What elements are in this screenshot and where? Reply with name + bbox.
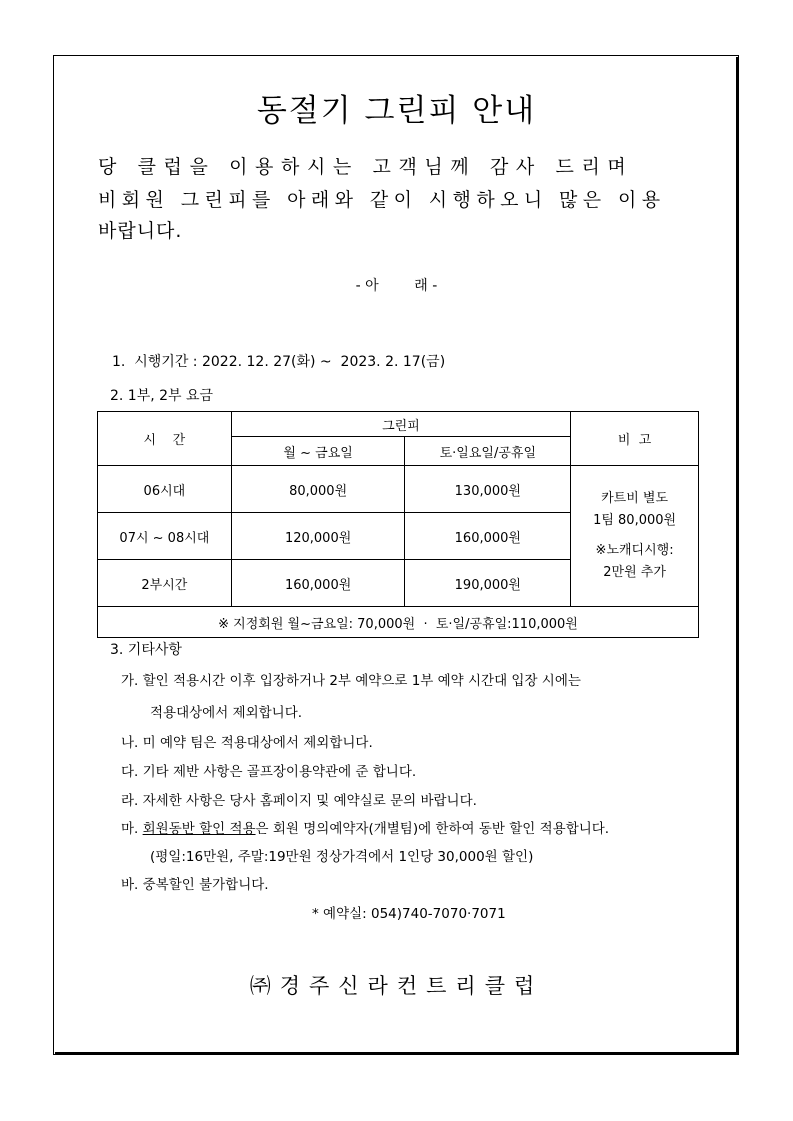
note-ra: 라. 자세한 사항은 당사 홈페이지 및 예약실로 문의 바랍니다. bbox=[121, 793, 477, 809]
note-ga-cont: 적용대상에서 제외합니다. bbox=[150, 705, 303, 721]
table-cell-weekday: 160,000원 bbox=[231, 560, 405, 607]
note-na: 나. 미 예약 팀은 적용대상에서 제외합니다. bbox=[121, 735, 373, 751]
table-cell-time: 2부시간 bbox=[98, 560, 232, 607]
remark-line: 2만원 추가 bbox=[603, 565, 666, 580]
time-header: 시 간 bbox=[98, 412, 232, 466]
table-cell-time: 07시 ~ 08시대 bbox=[98, 513, 232, 560]
member-footnote: ※ 지정회원 월~금요일: 70,000원 · 토·일/공휴일:110,000원 bbox=[98, 607, 699, 638]
section-2-heading: 2. 1부, 2부 요금 bbox=[110, 388, 214, 404]
greenfee-header: 그린피 bbox=[231, 412, 570, 437]
intro-line-1: 당 클럽을 이용하시는 고객님께 감사 드리며 bbox=[98, 156, 634, 178]
page-title: 동절기 그린피 안내 bbox=[256, 93, 537, 129]
section-separator: - 아 래 - bbox=[355, 278, 438, 294]
table-cell-weekday: 80,000원 bbox=[231, 466, 405, 513]
remark-header: 비 고 bbox=[571, 412, 699, 466]
note-ga: 가. 할인 적용시간 이후 입장하거나 2부 예약으로 1부 예약 시간대 입장 시에는 bbox=[121, 673, 581, 689]
note-ma-prefix: 마. bbox=[121, 821, 143, 837]
table-cell-weekend: 160,000원 bbox=[405, 513, 571, 560]
section-3-heading: 3. 기타사항 bbox=[110, 642, 182, 658]
intro-line-3: 바랍니다. bbox=[98, 220, 183, 242]
remark-line: 1팀 80,000원 bbox=[593, 513, 677, 528]
remark-cell bbox=[571, 466, 699, 607]
table-cell-weekday: 120,000원 bbox=[231, 513, 405, 560]
note-ma-rest: 은 회원 명의예약자(개별팀)에 한하여 동반 할인 적용합니다. bbox=[255, 821, 610, 837]
table-cell-time: 06시대 bbox=[98, 466, 232, 513]
note-ma-cont: (평일:16만원, 주말:19만원 정상가격에서 1인당 30,000원 할인) bbox=[150, 849, 534, 865]
weekend-header: 토·일요일/공휴일 bbox=[405, 437, 571, 466]
weekday-header: 월 ~ 금요일 bbox=[231, 437, 405, 466]
table-cell-weekend: 130,000원 bbox=[405, 466, 571, 513]
note-da: 다. 기타 제반 사항은 골프장이용약관에 준 합니다. bbox=[121, 764, 417, 780]
company-name: ㈜경주신라컨트리클럽 bbox=[249, 974, 544, 998]
period-item: 1. 시행기간 : 2022. 12. 27(화) ~ 2023. 2. 17(금) bbox=[112, 354, 446, 370]
note-ma bbox=[121, 817, 609, 837]
note-ba: 바. 중복할인 불가합니다. bbox=[121, 877, 269, 893]
table-cell-weekend: 190,000원 bbox=[405, 560, 571, 607]
fee-table bbox=[97, 411, 699, 638]
note-ma-underlined: 회원동반 할인 적용 bbox=[142, 821, 256, 837]
remark-line: 카트비 별도 bbox=[601, 491, 669, 506]
reservation-contact: * 예약실: 054)740-7070·7071 bbox=[312, 906, 506, 922]
remark-line: ※노캐디시행: bbox=[595, 543, 674, 558]
intro-line-2: 비회원 그린피를 아래와 같이 시행하오니 많은 이용 bbox=[98, 189, 666, 211]
